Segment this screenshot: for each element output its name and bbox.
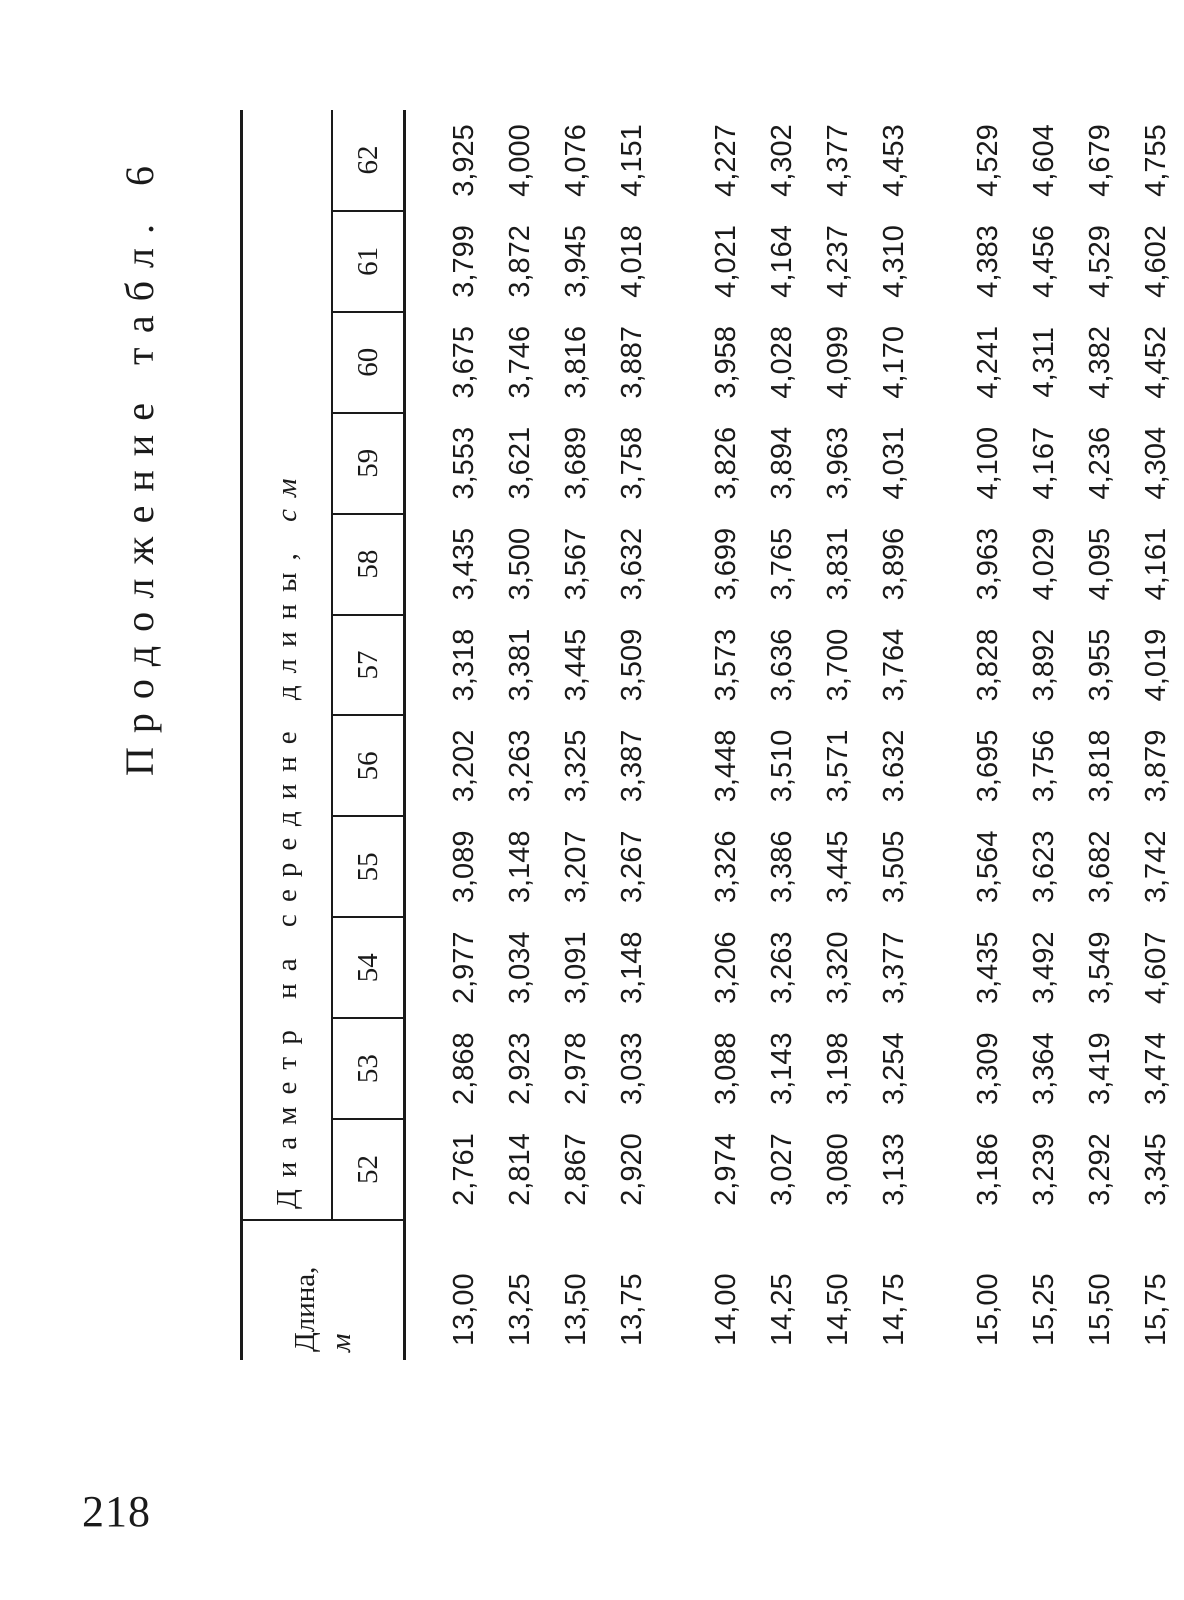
volume-cell: 3,143 — [765, 1032, 798, 1105]
volume-cell: 3,963 — [821, 426, 854, 500]
volume-cell: 3,699 — [709, 527, 742, 601]
volume-cell: 3,088 — [709, 1032, 742, 1105]
volume-cell: 3,345 — [1139, 1133, 1172, 1206]
volume-cell: 3,742 — [1139, 830, 1172, 904]
table-row — [922, 110, 1016, 1360]
volume-cell: 2,978 — [559, 1032, 592, 1105]
length-header-label: Длина, — [289, 1266, 321, 1352]
volume-cell: 3,894 — [765, 426, 798, 500]
volume-cell: 4,755 — [1139, 124, 1172, 197]
volume-cell: 4,679 — [1083, 124, 1116, 197]
diameter-column-header: 59 — [332, 413, 405, 514]
length-cell: 13,25 — [503, 1273, 536, 1346]
volume-cell: 3,700 — [821, 628, 854, 702]
volume-cell: 4,302 — [765, 124, 798, 197]
volume-cell: 4,311 — [1027, 327, 1060, 398]
volume-cell: 3,474 — [1139, 1032, 1172, 1105]
volume-cell: 3,207 — [559, 830, 592, 904]
rotated-table-block — [90, 90, 1172, 1390]
volume-cell: 4,604 — [1027, 124, 1060, 197]
diameter-column-header: 53 — [332, 1018, 405, 1119]
volume-cell: 3,198 — [821, 1032, 854, 1105]
table-row — [548, 110, 604, 1360]
volume-cell: 3,445 — [821, 830, 854, 904]
volume-cell: 4,453 — [877, 124, 910, 197]
volume-cell: 4,076 — [559, 124, 592, 197]
length-cell: 14,50 — [821, 1273, 854, 1346]
diameter-columns-row — [332, 110, 405, 1360]
table-row — [754, 110, 810, 1360]
volume-cell: 3,254 — [877, 1032, 910, 1105]
volume-cell: 3,263 — [503, 729, 536, 803]
volume-cell: 3,623 — [1027, 830, 1060, 904]
volume-cell: 4,227 — [709, 124, 742, 197]
table-row — [604, 110, 660, 1360]
volume-cell: 2,867 — [559, 1133, 592, 1206]
table-row — [810, 110, 866, 1360]
volume-cell: 4,170 — [877, 326, 910, 399]
volume-cell: 3,675 — [447, 326, 480, 399]
volume-cell: 3,148 — [615, 931, 648, 1005]
volume-cell: 3,292 — [1083, 1133, 1116, 1206]
table-group-header-row — [242, 110, 333, 1360]
diameter-column-header: 57 — [332, 615, 405, 716]
volume-cell: 3,206 — [709, 931, 742, 1005]
volume-cell: 4,151 — [615, 124, 648, 197]
volume-cell: 3,567 — [559, 527, 592, 601]
volume-cell: 3,080 — [821, 1133, 854, 1206]
volume-cell: 3,033 — [615, 1032, 648, 1105]
length-cell: 14,00 — [709, 1273, 742, 1346]
volume-cell: 3,435 — [447, 527, 480, 601]
volume-cell: 3,945 — [559, 225, 592, 298]
volume-cell: 3,318 — [447, 628, 480, 702]
volume-cell: 3,510 — [765, 729, 798, 803]
diameter-column-header: 60 — [332, 312, 405, 413]
volume-cell: 4,607 — [1139, 931, 1172, 1005]
volume-cell: 3,320 — [821, 931, 854, 1005]
volume-cell: 2,761 — [447, 1133, 480, 1206]
volume-cell: 3,553 — [447, 426, 480, 500]
diameter-column-header: 55 — [332, 816, 405, 917]
volume-cell: 3,746 — [503, 326, 536, 399]
volume-cell: 3.632 — [877, 729, 910, 803]
volume-cell: 3,386 — [765, 830, 798, 904]
volume-cell: 2,868 — [447, 1032, 480, 1105]
length-cell: 15,00 — [971, 1273, 1004, 1346]
table-row — [1072, 110, 1128, 1360]
volume-cell: 3,879 — [1139, 729, 1172, 803]
length-cell: 15,25 — [1027, 1273, 1060, 1346]
length-cell: 15,50 — [1083, 1273, 1116, 1346]
table-row — [866, 110, 922, 1360]
volume-cell: 4,304 — [1139, 426, 1172, 500]
volume-cell: 4,029 — [1027, 527, 1060, 601]
volume-cell: 3,492 — [1027, 931, 1060, 1005]
volume-cell: 3,925 — [447, 124, 480, 197]
volume-cell: 3,636 — [765, 628, 798, 702]
volume-cell: 3,377 — [877, 931, 910, 1005]
volume-cell: 4,099 — [821, 326, 854, 399]
diameter-group-unit: см — [270, 466, 303, 522]
table-row — [1016, 110, 1072, 1360]
length-cell: 13,00 — [447, 1273, 480, 1346]
volume-cell: 2,920 — [615, 1133, 648, 1206]
volume-cell: 2,814 — [503, 1133, 536, 1206]
volume-cell: 3,549 — [1083, 931, 1116, 1005]
volume-cell: 3,325 — [559, 729, 592, 803]
volume-cell: 4,095 — [1083, 527, 1116, 601]
volume-cell: 3,387 — [615, 729, 648, 803]
volume-cell: 4,028 — [765, 326, 798, 399]
diameter-group-header — [242, 110, 333, 1220]
volume-cell: 4,382 — [1083, 326, 1116, 399]
volume-cell: 3,682 — [1083, 830, 1116, 904]
volume-cell: 3,799 — [447, 225, 480, 298]
diameter-column-header: 56 — [332, 715, 405, 816]
volume-cell: 4,529 — [971, 124, 1004, 197]
volume-cell: 3,500 — [503, 527, 536, 601]
volume-cell: 2,974 — [709, 1133, 742, 1206]
page-number: 218 — [82, 1487, 151, 1536]
volume-cell: 4,456 — [1027, 225, 1060, 298]
volume-cell: 3,239 — [1027, 1133, 1060, 1206]
volume-cell: 4,161 — [1139, 527, 1172, 601]
volume-table — [240, 110, 1184, 1360]
volume-cell: 2,923 — [503, 1032, 536, 1105]
table-title: Продолжение табл. 6 — [117, 152, 162, 776]
volume-cell: 3,309 — [971, 1032, 1004, 1105]
length-column-header — [242, 1220, 405, 1360]
volume-cell: 3,828 — [971, 628, 1004, 702]
volume-cell: 4,383 — [971, 225, 1004, 298]
volume-cell: 3,958 — [709, 326, 742, 399]
volume-cell: 3,818 — [1083, 729, 1116, 803]
volume-cell: 3,186 — [971, 1133, 1004, 1206]
volume-cell: 3,573 — [709, 628, 742, 702]
volume-cell: 3,963 — [971, 527, 1004, 601]
volume-cell: 4,000 — [503, 124, 536, 197]
volume-cell: 3,892 — [1027, 628, 1060, 702]
volume-cell: 3,689 — [559, 426, 592, 500]
volume-cell: 4,100 — [971, 426, 1004, 500]
volume-cell: 3,564 — [971, 830, 1004, 904]
volume-cell: 3,364 — [1027, 1032, 1060, 1105]
volume-cell: 3,419 — [1083, 1032, 1116, 1105]
table-row — [405, 110, 493, 1360]
volume-cell: 3,445 — [559, 628, 592, 702]
volume-cell: 4,167 — [1027, 426, 1060, 500]
volume-cell: 4,377 — [821, 124, 854, 197]
volume-cell: 4,236 — [1083, 426, 1116, 500]
length-cell: 13,75 — [615, 1273, 648, 1346]
volume-cell: 2,977 — [447, 931, 480, 1005]
volume-cell: 3,267 — [615, 830, 648, 904]
volume-cell: 3,263 — [765, 931, 798, 1005]
volume-cell: 3,695 — [971, 729, 1004, 803]
diameter-group-label: Диаметр на середине длины, — [270, 541, 303, 1209]
volume-cell: 3,202 — [447, 729, 480, 803]
volume-cell: 3,089 — [447, 830, 480, 904]
volume-cell: 4,031 — [877, 426, 910, 500]
diameter-column-header: 52 — [332, 1119, 405, 1220]
volume-cell: 4,018 — [615, 225, 648, 298]
volume-cell: 3,435 — [971, 931, 1004, 1005]
volume-cell: 3,756 — [1027, 729, 1060, 803]
volume-cell: 3,027 — [765, 1133, 798, 1206]
volume-cell: 4,310 — [877, 225, 910, 298]
table-row — [660, 110, 754, 1360]
volume-cell: 3,091 — [559, 931, 592, 1005]
volume-cell: 3,148 — [503, 830, 536, 904]
table-body — [405, 110, 1184, 1360]
volume-cell: 3,632 — [615, 527, 648, 601]
volume-cell: 4,019 — [1139, 628, 1172, 702]
volume-cell: 3,887 — [615, 326, 648, 399]
diameter-column-header: 62 — [332, 110, 405, 211]
volume-cell: 4,021 — [709, 225, 742, 298]
volume-cell: 3,896 — [877, 527, 910, 601]
volume-cell: 4,241 — [971, 326, 1004, 399]
diameter-column-header: 54 — [332, 917, 405, 1018]
diameter-column-header: 61 — [332, 211, 405, 312]
volume-cell: 3,381 — [503, 628, 536, 702]
volume-cell: 3,872 — [503, 225, 536, 298]
volume-cell: 3,509 — [615, 628, 648, 702]
volume-cell: 3,034 — [503, 931, 536, 1005]
volume-cell: 4,237 — [821, 225, 854, 298]
table-row — [1128, 110, 1184, 1360]
volume-cell: 4,602 — [1139, 225, 1172, 298]
volume-cell: 4,452 — [1139, 326, 1172, 399]
volume-cell: 3,448 — [709, 729, 742, 803]
volume-cell: 3,505 — [877, 830, 910, 904]
volume-cell: 3,571 — [821, 729, 854, 803]
diameter-column-header: 58 — [332, 514, 405, 615]
volume-cell: 4,529 — [1083, 225, 1116, 298]
volume-cell: 3,326 — [709, 830, 742, 904]
volume-cell: 3,621 — [503, 426, 536, 500]
length-cell: 14,25 — [765, 1273, 798, 1346]
volume-cell: 3,133 — [877, 1133, 910, 1206]
volume-cell: 3,764 — [877, 628, 910, 702]
volume-cell: 3,758 — [615, 426, 648, 500]
volume-cell: 3,816 — [559, 326, 592, 399]
volume-cell: 3,831 — [821, 527, 854, 601]
volume-cell: 3,765 — [765, 527, 798, 601]
volume-cell: 3,826 — [709, 426, 742, 500]
length-cell: 14,75 — [877, 1273, 910, 1346]
length-header-unit: м — [325, 1333, 357, 1352]
length-cell: 13,50 — [559, 1273, 592, 1346]
table-row — [492, 110, 548, 1360]
volume-cell: 3,955 — [1083, 628, 1116, 702]
length-cell: 15,75 — [1139, 1273, 1172, 1346]
volume-cell: 4,164 — [765, 225, 798, 298]
